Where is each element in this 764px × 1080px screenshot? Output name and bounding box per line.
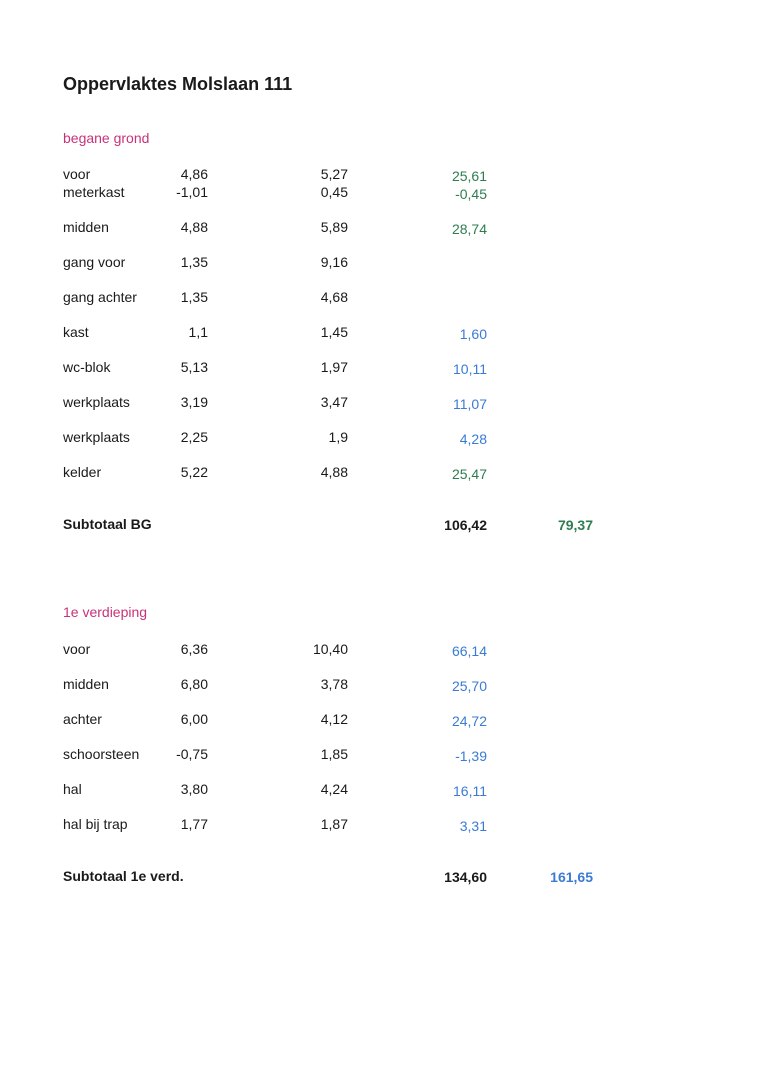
dimension-b: 1,9 — [328, 429, 348, 445]
dimension-a: 1,35 — [180, 254, 208, 270]
area-value: 1,60 — [459, 326, 487, 342]
dimension-a: 6,80 — [180, 676, 208, 692]
room-name: gang achter — [63, 289, 137, 305]
area-value: 25,47 — [451, 466, 487, 482]
dimension-b: 0,45 — [320, 184, 348, 200]
dimension-b: 3,78 — [320, 676, 348, 692]
subtotal-1e-label: Subtotaal 1e verd. — [63, 868, 184, 884]
dimension-a: 1,1 — [188, 324, 208, 340]
area-value: 16,11 — [453, 783, 487, 799]
area-value: 3,31 — [459, 818, 487, 834]
room-name: midden — [63, 219, 109, 235]
dimension-b: 5,89 — [320, 219, 348, 235]
dimension-b: 1,85 — [320, 746, 348, 762]
room-name: voor — [63, 641, 91, 657]
dimension-a: 5,13 — [180, 359, 208, 375]
subtotal-bg-label: Subtotaal BG — [63, 516, 152, 532]
dimension-b: 10,40 — [312, 641, 348, 657]
subtotal-1e-colored-total: 161,65 — [550, 869, 593, 885]
dimension-a: 6,36 — [180, 641, 208, 657]
dimension-b: 1,87 — [320, 816, 348, 832]
dimension-b: 1,45 — [320, 324, 348, 340]
dimension-a: -0,75 — [176, 746, 208, 762]
room-name: voor — [63, 166, 91, 182]
dimension-a: -1,01 — [176, 184, 208, 200]
dimension-a: 4,86 — [180, 166, 208, 182]
area-value: 25,70 — [451, 678, 487, 694]
room-name: hal — [63, 781, 82, 797]
room-name: schoorsteen — [63, 746, 140, 762]
dimension-b: 3,47 — [320, 394, 348, 410]
dimension-a: 3,19 — [180, 394, 208, 410]
dimension-b: 4,24 — [320, 781, 348, 797]
room-name: werkplaats — [63, 429, 130, 445]
area-value: 10,11 — [453, 361, 487, 377]
dimension-a: 6,00 — [180, 711, 208, 727]
area-value: 11,07 — [453, 396, 487, 412]
room-name: wc-blok — [63, 359, 111, 375]
room-name: gang voor — [63, 254, 126, 270]
page-title: Oppervlaktes Molslaan 111 — [63, 74, 293, 94]
area-value: 25,61 — [451, 168, 487, 184]
subtotal-bg-colored-total: 79,37 — [557, 517, 593, 533]
area-value: 66,14 — [451, 643, 487, 659]
section-heading-1e-verdieping: 1e verdieping — [63, 604, 148, 620]
dimension-b: 4,68 — [320, 289, 348, 305]
dimension-b: 1,97 — [320, 359, 348, 375]
dimension-a: 5,22 — [180, 464, 208, 480]
room-name: werkplaats — [63, 394, 130, 410]
dimension-a: 2,25 — [180, 429, 208, 445]
area-value: -0,45 — [455, 186, 487, 202]
dimension-b: 5,27 — [320, 166, 348, 182]
room-name: achter — [63, 711, 102, 727]
section-heading-begane-grond: begane grond — [63, 130, 150, 146]
room-name: kelder — [63, 464, 102, 480]
area-value: 4,28 — [459, 431, 487, 447]
area-value: 28,74 — [451, 221, 487, 237]
room-name: meterkast — [63, 184, 125, 200]
dimension-b: 9,16 — [320, 254, 348, 270]
area-value: -1,39 — [455, 748, 487, 764]
room-name: midden — [63, 676, 109, 692]
dimension-a: 4,88 — [180, 219, 208, 235]
dimension-b: 4,88 — [320, 464, 348, 480]
dimension-a: 1,35 — [180, 289, 208, 305]
room-name: kast — [63, 324, 89, 340]
area-value: 24,72 — [451, 713, 487, 729]
dimension-a: 3,80 — [180, 781, 208, 797]
subtotal-bg-total: 106,42 — [444, 517, 487, 533]
room-name: hal bij trap — [63, 816, 128, 832]
dimension-b: 4,12 — [320, 711, 348, 727]
dimension-a: 1,77 — [180, 816, 208, 832]
subtotal-1e-total: 134,60 — [444, 869, 487, 885]
